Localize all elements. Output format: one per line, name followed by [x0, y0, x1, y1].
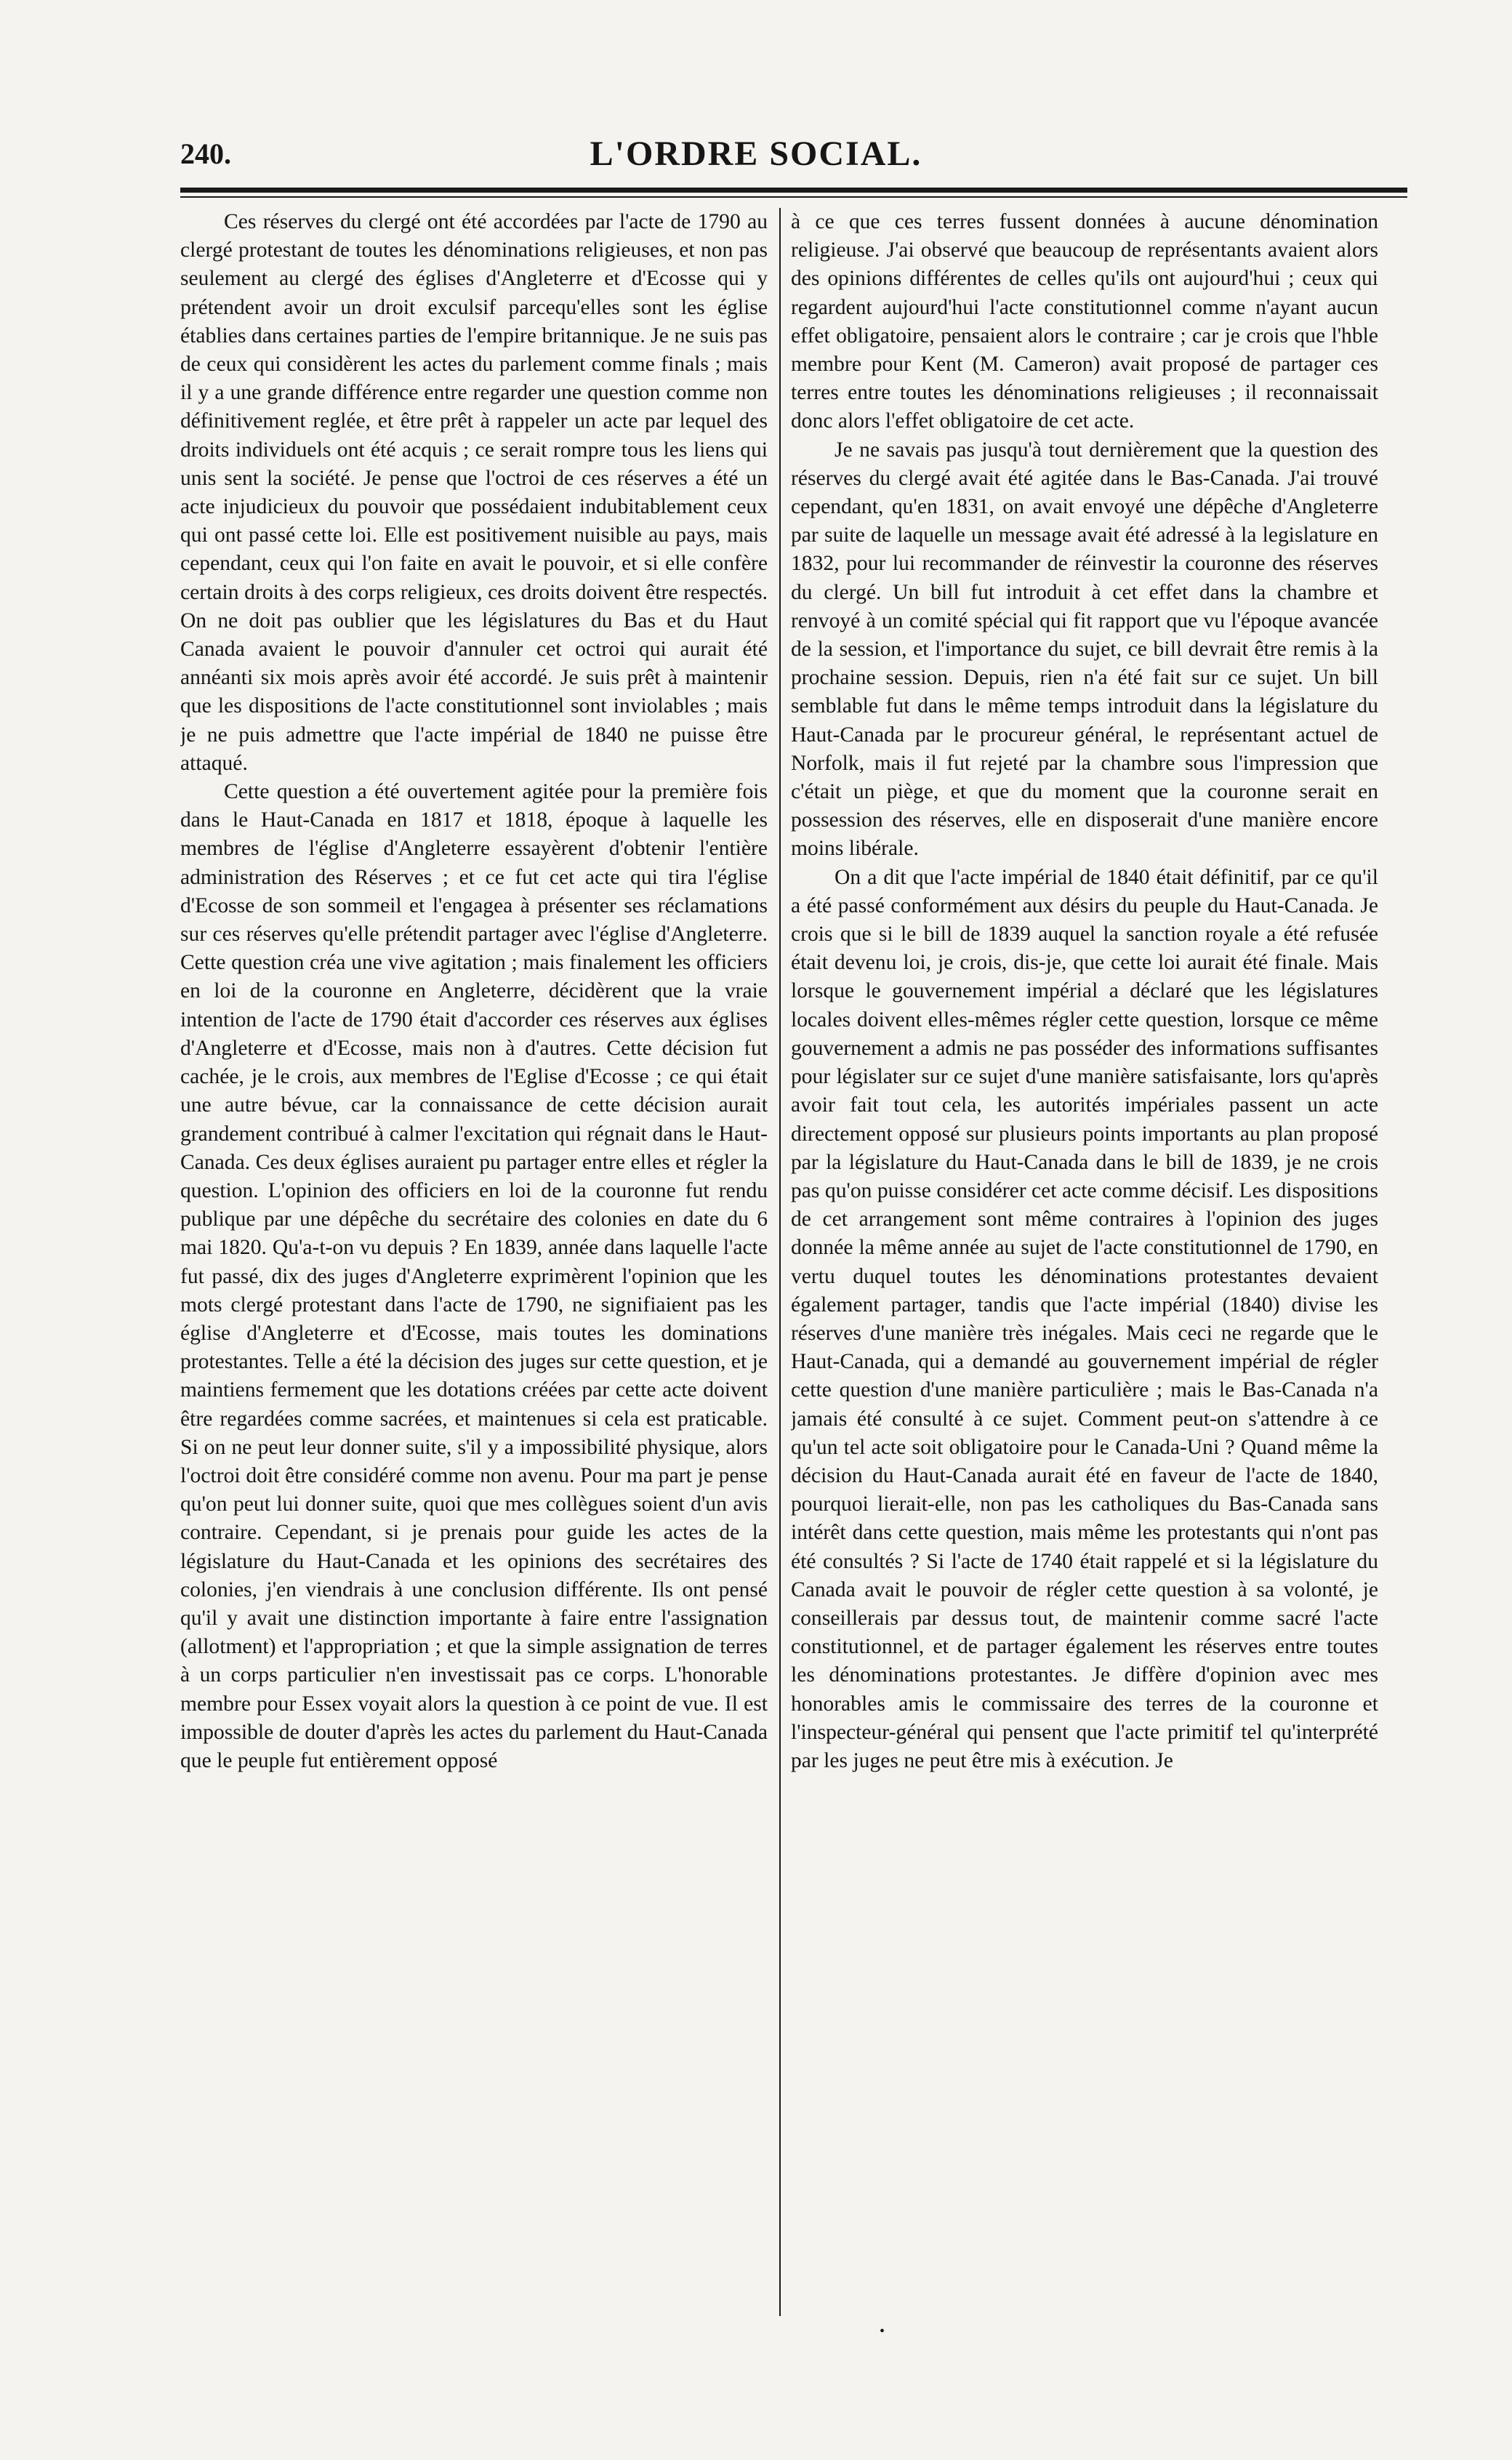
header-rule-thick	[180, 188, 1407, 193]
right-paragraph-1: à ce que ces terres fussent données à aucune dénomination religieuse. J'ai observé que beaucoup de représentants avaient alors des opinions différentes de celles qu'ils ont aujourd'hui ; ceux qui regardent aujourd'hui l'acte constitutionnel comme n'ayant aucun effet obligatoire, pensaient alors le contraire ; car je crois que l'hble membre pour Kent (M. Cameron) avait proposé de partager ces terres entre toutes les dénominations religieuses ; il reconnaissait donc alors l'effet obligatoire de cet acte.	[791, 210, 1378, 433]
left-paragraph-2: Cette question a été ouvertement agitée pour la première fois dans le Haut-Canada en 1817 et 1818, époque à laquelle les membres de l'église d'Angleterre essayèrent d'obtenir l'entière administration des Réserves ; et ce fut cet acte qui tira l'église d'Ecosse de son sommeil et l'engagea à présenter ses réclamations sur ces réserves qu'elle prétendit partager avec l'église d'Angleterre. Cette question créa une vive agitation ; mais finalement les officiers en loi de la couronne en Angleterre, décidèrent que la vraie intention de l'acte de 1790 était d'accorder ces réserves aux églises d'Angleterre et d'Ecosse, mais non à d'autres. Cette décision fut cachée, je le crois, aux membres de l'Eglise d'Ecosse ; ce qui était une autre bévue, car la connaissance de cette décision aurait grandement contribué à calmer l'excitation qui régnait dans le Haut-Canada. Ces deux églises auraient pu partager entre elles et régler la question. L'opinion des officiers en loi de la couronne fut rendu publique par une dépêche du secrétaire des colonies en date du 6 mai 1820. Qu'a-t-on vu depuis ? En 1839, année dans laquelle l'acte fut passé, dix des juges d'Angleterre exprimèrent l'opinion que les mots clergé protestant dans l'acte de 1790, ne signifiaient pas les église d'Angleterre et d'Ecosse, mais toutes les dominations protestantes. Telle a été la décision des juges sur cette question, et je maintiens fermement que les dotations créées par cette acte doivent être regardées comme sacrées, et maintenues si cela est praticable. Si on ne peut leur donner suite, s'il y a impossibilité physique, alors l'octroi doit être considéré comme non avenu. Pour ma part je pense qu'on peut lui donner suite, quoi que mes collègues soient d'un avis contraire. Cependant, si je prenais pour guide les actes de la législature du Haut-Canada et les opinions des secrétaires des colonies, j'en viendrais à une conclusion différente. Ils ont pensé qu'il y avait une distinction importante à faire entre l'assignation (allotment) et l'appropriation ; et que la simple assignation de terres à un corps particulier n'en investissait pas ce corps. L'honorable membre pour Essex voyait alors la question à ce point de vue. Il est impossible de douter d'après les actes du parlement du Haut-Canada que le peuple fut entièrement opposé	[180, 780, 768, 1772]
right-column	[791, 208, 1378, 2316]
bottom-print-mark: •	[880, 2323, 885, 2339]
header-rule-thin	[180, 196, 1407, 198]
left-column	[180, 208, 768, 2316]
right-paragraph-3: On a dit que l'acte impérial de 1840 était définitif, par ce qu'il a été passé conformément aux désirs du peuple du Haut-Canada. Je crois que si le bill de 1839 auquel la sanction royale a été refusée était devenu loi, je crois, dis-je, que cette loi aurait été finale. Mais lorsque le gouvernement impérial a déclaré que les législatures locales doivent elles-mêmes régler cette question, lorsque ce même gouvernement a admis ne pas posséder des informations suffisantes pour législater sur ce sujet d'une manière satisfaisante, lors qu'après avoir fait tout cela, les autorités impériales passent un acte directement opposé sur plusieurs points importants au plan proposé par la législature du Haut-Canada dans le bill de 1839, je ne crois pas qu'on puisse considérer cet acte comme décisif. Les dispositions de cet arrangement sont même contraires à l'opinion des juges donnée la même année au sujet de l'acte constitutionnel de 1790, en vertu duquel toutes les dénominations protestantes devaient également partager, tandis que l'acte impérial (1840) divise les réserves d'une manière très inégales. Mais ceci ne regarde que le Haut-Canada, qui a demandé au gouvernement impérial de régler cette question d'une manière particulière ; mais le Bas-Canada n'a jamais été consulté à ce sujet. Comment peut-on s'attendre à ce qu'un tel acte soit obligatoire pour le Canada-Uni ? Quand même la décision du Haut-Canada aurait été en faveur de l'acte de 1840, pourquoi lierait-elle, non pas les catholiques du Bas-Canada sans intérêt dans cette question, mais même les protestants qui n'ont pas été consultés ? Si l'acte de 1740 était rappelé et si la législature du Canada avait le pouvoir de régler cette question à sa volonté, je conseillerais par dessus tout, de maintenir comme sacré l'acte constitutionnel, et de partager également les réserves entre toutes les dénominations protestantes. Je diffère d'opinion avec mes honorables amis le commissaire des terres de la couronne et l'inspecteur-général qui pensent que l'acte primitif tel qu'interprété par les juges ne peut être mis à exécution. Je	[791, 865, 1378, 1772]
running-title: L'ORDRE SOCIAL.	[590, 134, 922, 173]
column-divider	[779, 208, 781, 2316]
page-number: 240.	[180, 137, 231, 170]
right-paragraph-2: Je ne savais pas jusqu'à tout dernièrement que la question des réserves du clergé avait été agitée dans le Bas-Canada. J'ai trouvé cependant, qu'en 1831, on avait envoyé une dépêche d'Angleterre par suite de laquelle un message avait été adressé à la legislature en 1832, pour lui recommander de réinvestir la couronne des réserves du clergé. Un bill fut introduit à cet effet dans la chambre et renvoyé à un comité spécial qui fit rapport que vu l'époque avancée de la session, et l'importance du sujet, ce bill devrait être remis à la prochaine session. Depuis, rien n'a été fait sur ce sujet. Un bill semblable fut dans le même temps introduit dans la législature du Haut-Canada par le procureur général, le représentant actuel de Norfolk, mais il fut rejeté par la chambre sous l'impression que c'était un piège, et que du moment que la couronne serait en possession des réserves, elle en disposerait d'une manière encore moins libérale.	[791, 438, 1378, 861]
left-paragraph-1: Ces réserves du clergé ont été accordées par l'acte de 1790 au clergé protestant de toutes les dénominations religieuses, et non pas seulement au clergé des églises d'Angleterre et d'Ecosse qui y prétendent avoir un droit exculsif parcequ'elles sont les église établies dans certaines parties de l'empire britannique. Je ne suis pas de ceux qui considèrent les actes du parlement comme finals ; mais il y a une grande différence entre regarder une question comme non définitivement reglée, et être prêt à rappeler un acte par lequel des droits individuels ont été acquis ; ce serait rompre tous les liens qui unis sent la société. Je pense que l'octroi de ces réserves a été un acte injudicieux du pouvoir que possédaient indubitablement ceux qui ont passé cette loi. Elle est positivement nuisible au pays, mais cependant, ceux qui l'on faite en avait le pouvoir, et si elle confère certain droits à des corps religieux, ces droits doivent être respectés. On ne doit pas oublier que les législatures du Bas et du Haut Canada avaient le pouvoir d'annuler cet octroi qui aurait été annéanti six mois après avoir été accordé. Je suis prêt à maintenir que les dispositions de l'acte constitutionnel sont inviolables ; mais je ne puis admettre que l'acte impérial de 1840 ne puisse être attaqué.	[180, 210, 768, 775]
